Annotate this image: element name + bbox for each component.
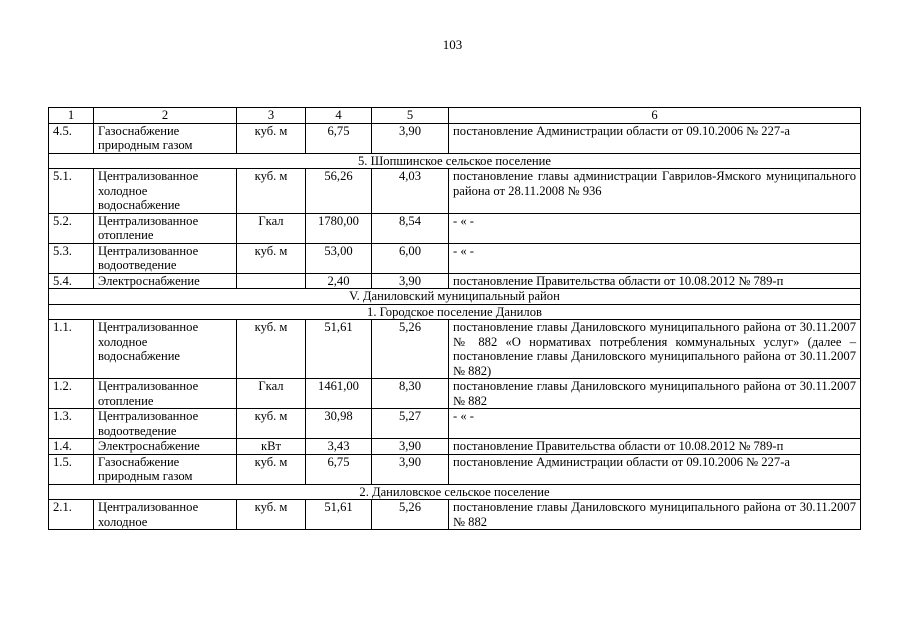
legal-basis-cell: постановление главы Даниловского муниципального района от 30.11.2007 № 882	[449, 379, 861, 409]
legal-basis-cell: постановление Правительства области от 10.08.2012 № 789-п	[449, 273, 861, 289]
legal-basis-cell: постановление главы Даниловского муниципального района от 30.11.2007 № 882	[449, 500, 861, 530]
tariff-value-cell: 3,90	[372, 439, 449, 455]
tariff-value-cell: 3,90	[372, 273, 449, 289]
header-cell: 6	[449, 108, 861, 124]
row-number-cell: 1.4.	[49, 439, 94, 455]
header-cell: 1	[49, 108, 94, 124]
norm-value-cell: 6,75	[306, 123, 372, 153]
norm-value-cell: 51,61	[306, 320, 372, 379]
row-number-cell: 1.3.	[49, 409, 94, 439]
service-name-cell: Централизованное отопление	[94, 213, 237, 243]
table-row	[49, 243, 861, 273]
tariff-value-cell: 3,90	[372, 123, 449, 153]
header-cell: 3	[237, 108, 306, 124]
legal-basis-cell: постановление Администрации области от 09.10.2006 № 227-а	[449, 454, 861, 484]
unit-cell: куб. м	[237, 243, 306, 273]
section-title: 1. Городское поселение Данилов	[49, 304, 861, 320]
row-number-cell: 4.5.	[49, 123, 94, 153]
unit-cell: куб. м	[237, 320, 306, 379]
section-row	[49, 304, 861, 320]
table-body	[49, 108, 861, 530]
tariff-value-cell: 8,30	[372, 379, 449, 409]
unit-cell: куб. м	[237, 500, 306, 530]
section-row	[49, 484, 861, 500]
norm-value-cell: 3,43	[306, 439, 372, 455]
tariff-value-cell: 4,03	[372, 169, 449, 214]
header-cell: 2	[94, 108, 237, 124]
tariff-value-cell: 5,27	[372, 409, 449, 439]
service-name-cell: Электроснабжение	[94, 439, 237, 455]
row-number-cell: 2.1.	[49, 500, 94, 530]
norm-value-cell: 1461,00	[306, 379, 372, 409]
norm-value-cell: 56,26	[306, 169, 372, 214]
table-row	[49, 500, 861, 530]
unit-cell: куб. м	[237, 123, 306, 153]
tariff-value-cell: 3,90	[372, 454, 449, 484]
header-cell: 5	[372, 108, 449, 124]
service-name-cell: Централизованное водоотведение	[94, 243, 237, 273]
section-row	[49, 289, 861, 305]
table-row	[49, 169, 861, 214]
tariff-table	[48, 107, 861, 530]
table-row	[49, 379, 861, 409]
service-name-cell: Централизованное водоотведение	[94, 409, 237, 439]
header-row	[49, 108, 861, 124]
row-number-cell: 5.1.	[49, 169, 94, 214]
section-title: 2. Даниловское сельское поселение	[49, 484, 861, 500]
table-row	[49, 454, 861, 484]
legal-basis-cell: - « -	[449, 213, 861, 243]
legal-basis-cell: - « -	[449, 409, 861, 439]
unit-cell: Гкал	[237, 379, 306, 409]
service-name-cell: Централизованное отопление	[94, 379, 237, 409]
norm-value-cell: 2,40	[306, 273, 372, 289]
norm-value-cell: 51,61	[306, 500, 372, 530]
row-number-cell: 5.3.	[49, 243, 94, 273]
section-title: V. Даниловский муниципальный район	[49, 289, 861, 305]
legal-basis-cell: постановление Правительства области от 10.08.2012 № 789-п	[449, 439, 861, 455]
row-number-cell: 5.4.	[49, 273, 94, 289]
legal-basis-cell: - « -	[449, 243, 861, 273]
tariff-value-cell: 5,26	[372, 500, 449, 530]
unit-cell	[237, 273, 306, 289]
unit-cell: куб. м	[237, 454, 306, 484]
row-number-cell: 5.2.	[49, 213, 94, 243]
tariff-value-cell: 8,54	[372, 213, 449, 243]
unit-cell: куб. м	[237, 169, 306, 214]
section-title: 5. Шопшинское сельское поселение	[49, 153, 861, 169]
legal-basis-cell: постановление Администрации области от 09.10.2006 № 227-а	[449, 123, 861, 153]
table-row	[49, 273, 861, 289]
service-name-cell: Централизованное холодное	[94, 500, 237, 530]
norm-value-cell: 1780,00	[306, 213, 372, 243]
service-name-cell: Газоснабжение природным газом	[94, 454, 237, 484]
table-row	[49, 123, 861, 153]
row-number-cell: 1.5.	[49, 454, 94, 484]
header-cell: 4	[306, 108, 372, 124]
service-name-cell: Централизованное холодное водоснабжение	[94, 169, 237, 214]
tariff-value-cell: 6,00	[372, 243, 449, 273]
legal-basis-cell: постановление главы Даниловского муниципального района от 30.11.2007 № 882 «О нормативах потребления коммунальных услуг» (далее – постановление главы Даниловского муниципального района от 30.11.2007 № 882)	[449, 320, 861, 379]
service-name-cell: Электроснабжение	[94, 273, 237, 289]
service-name-cell: Газоснабжение природным газом	[94, 123, 237, 153]
norm-value-cell: 6,75	[306, 454, 372, 484]
unit-cell: кВт	[237, 439, 306, 455]
tariff-value-cell: 5,26	[372, 320, 449, 379]
table-row	[49, 320, 861, 379]
table-row	[49, 409, 861, 439]
unit-cell: Гкал	[237, 213, 306, 243]
norm-value-cell: 53,00	[306, 243, 372, 273]
legal-basis-cell: постановление главы администрации Гаврилов-Ямского муниципального района от 28.11.2008 № 936	[449, 169, 861, 214]
table-row	[49, 439, 861, 455]
table-row	[49, 213, 861, 243]
unit-cell: куб. м	[237, 409, 306, 439]
norm-value-cell: 30,98	[306, 409, 372, 439]
row-number-cell: 1.2.	[49, 379, 94, 409]
page-number: 103	[442, 37, 463, 52]
section-row	[49, 153, 861, 169]
service-name-cell: Централизованное холодное водоснабжение	[94, 320, 237, 379]
row-number-cell: 1.1.	[49, 320, 94, 379]
